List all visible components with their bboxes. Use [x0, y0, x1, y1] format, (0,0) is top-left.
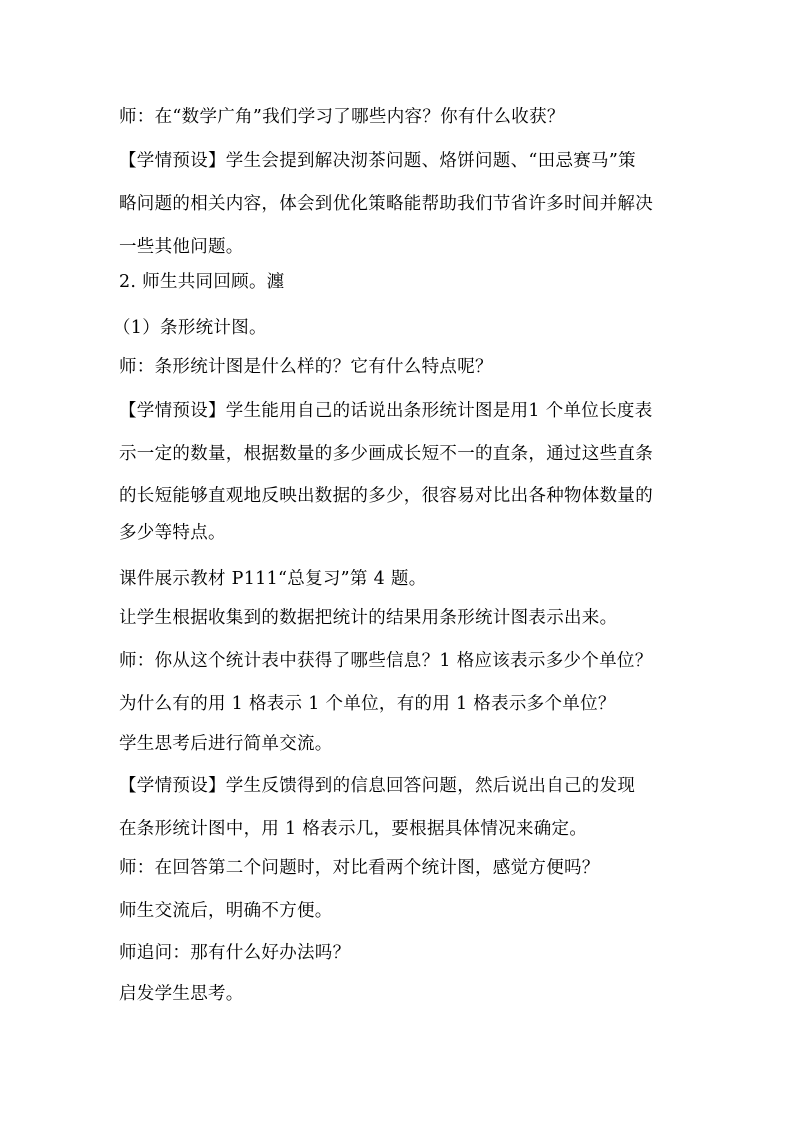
paragraph-line: 的长短能够直观地反映出数据的多少，很容易对比出各种物体数量的 — [119, 486, 653, 506]
paragraph-line: 【学情预设】学生会提到解决沏茶问题、烙饼问题、“田忌赛马”策 — [119, 151, 636, 171]
paragraph-line: （1）条形统计图。 — [113, 318, 267, 338]
paragraph-line: 师：你从这个统计表中获得了哪些信息？1 格应该表示多少个单位？ — [119, 651, 653, 671]
paragraph-line: 多少等特点。 — [119, 523, 226, 543]
paragraph-line: 示一定的数量，根据数量的多少画成长短不一的直条，通过这些直条 — [119, 444, 653, 464]
paragraph-line: 启发学生思考。 — [119, 984, 244, 1004]
paragraph-line: 师生交流后，明确不方便。 — [119, 901, 333, 921]
paragraph-line: 2. 师生共同回顾。瀍 — [119, 272, 285, 292]
paragraph-line: 【学情预设】学生能用自己的话说出条形统计图是用1 个单位长度表 — [119, 401, 653, 421]
paragraph-line: 师：在回答第二个问题时，对比看两个统计图，感觉方便吗？ — [119, 858, 600, 878]
paragraph-line: 【学情预设】学生反馈得到的信息回答问题，然后说出自己的发现 — [119, 776, 636, 796]
paragraph-line: 师：条形统计图是什么样的？它有什么特点呢？ — [119, 357, 493, 377]
paragraph-line: 为什么有的用 1 格表示 1 个单位，有的用 1 格表示多个单位？ — [119, 694, 616, 714]
paragraph-line: 学生思考后进行简单交流。 — [119, 734, 333, 754]
paragraph-line: 课件展示教材 P111“总复习”第 4 题。 — [119, 569, 427, 589]
paragraph-line: 师：在“数学广角”我们学习了哪些内容？你有什么收获？ — [119, 107, 565, 127]
paragraph-line: 让学生根据收集到的数据把统计的结果用条形统计图表示出来。 — [119, 608, 618, 628]
paragraph-line: 师追问：那有什么好办法吗？ — [119, 943, 351, 963]
paragraph-line: 一些其他问题。 — [119, 237, 244, 257]
paragraph-line: 在条形统计图中，用 1 格表示几，要根据具体情况来确定。 — [119, 819, 588, 839]
paragraph-line: 略问题的相关内容，体会到优化策略能帮助我们节省许多时间并解决 — [119, 194, 653, 214]
